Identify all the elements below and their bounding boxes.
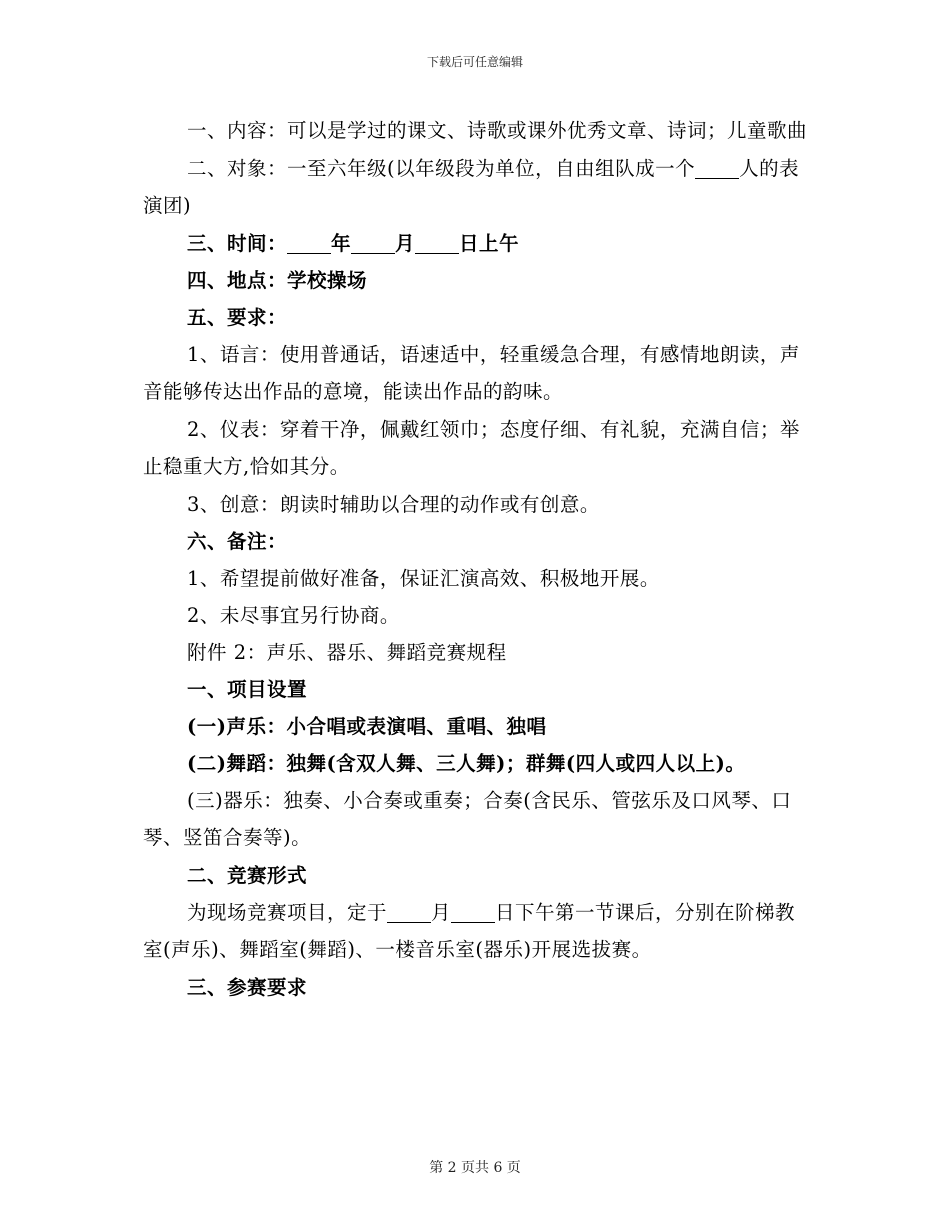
paragraph: 一、内容：可以是学过的课文、诗歌或课外优秀文章、诗词；儿童歌曲 xyxy=(187,119,808,142)
fill-blank xyxy=(287,234,331,255)
paragraph xyxy=(143,894,808,968)
paragraph: 附件 2：声乐、器乐、舞蹈竞赛规程 xyxy=(187,641,507,664)
paragraph-text: 人的表演团) xyxy=(143,157,800,217)
paragraph-text: 年 xyxy=(331,232,352,255)
paragraph xyxy=(143,150,808,224)
paragraph: (二)舞蹈：独舞(含双人舞、三人舞)；群舞(四人或四人以上)。 xyxy=(187,752,746,775)
paragraph: 四、地点：学校操场 xyxy=(187,269,368,292)
paragraph: 2、未尽事宜另行协商。 xyxy=(187,604,400,627)
page-header: 下载后可任意编辑 xyxy=(426,55,523,69)
paragraph-text: 月 xyxy=(431,901,452,924)
fill-blank xyxy=(451,903,495,924)
fill-blank xyxy=(351,234,395,255)
paragraph: 2、仪表：穿着干净，佩戴红领巾；态度仔细、有礼貌，充满自信；举止稳重大方,恰如其分。 xyxy=(143,418,800,478)
paragraph-text: 日下午第一节课后，分别在阶梯教室(声乐)、舞蹈室(舞蹈)、一楼音乐室(器乐)开展选拔赛。 xyxy=(143,901,796,961)
paragraph: 六、备注： xyxy=(187,530,288,553)
paragraph-text: 三、时间： xyxy=(187,232,288,255)
paragraph-text: 月 xyxy=(395,232,416,255)
paragraph: 二、竞赛形式 xyxy=(187,864,308,887)
paragraph: 一、项目设置 xyxy=(187,678,308,701)
paragraph-text: 为现场竞赛项目，定于 xyxy=(187,901,388,924)
paragraph: 3、创意：朗读时辅助以合理的动作或有创意。 xyxy=(187,493,600,516)
paragraph: (三)器乐：独奏、小合奏或重奏；合奏(含民乐、管弦乐及口风琴、口琴、竖笛合奏等)。 xyxy=(143,789,792,849)
fill-blank xyxy=(695,159,739,180)
paragraph: 五、要求： xyxy=(187,306,288,329)
paragraph: 1、希望提前做好准备，保证汇演高效、积极地开展。 xyxy=(187,567,660,590)
paragraph xyxy=(143,225,808,262)
fill-blank xyxy=(387,903,431,924)
paragraph: 1、语言：使用普通话，语速适中，轻重缓急合理，有感情地朗读，声音能够传达出作品的意境，能读出作品的韵味。 xyxy=(143,343,800,403)
paragraph: 三、参赛要求 xyxy=(187,976,308,999)
fill-blank xyxy=(415,234,459,255)
document-body xyxy=(143,112,808,1006)
page-footer: 第 2 页共 6 页 xyxy=(429,1160,521,1176)
paragraph-text: 日上午 xyxy=(459,232,520,255)
paragraph: (一)声乐：小合唱或表演唱、重唱、独唱 xyxy=(187,715,547,738)
paragraph-text: 二、对象：一至六年级(以年级段为单位，自由组队成一个 xyxy=(187,157,696,180)
